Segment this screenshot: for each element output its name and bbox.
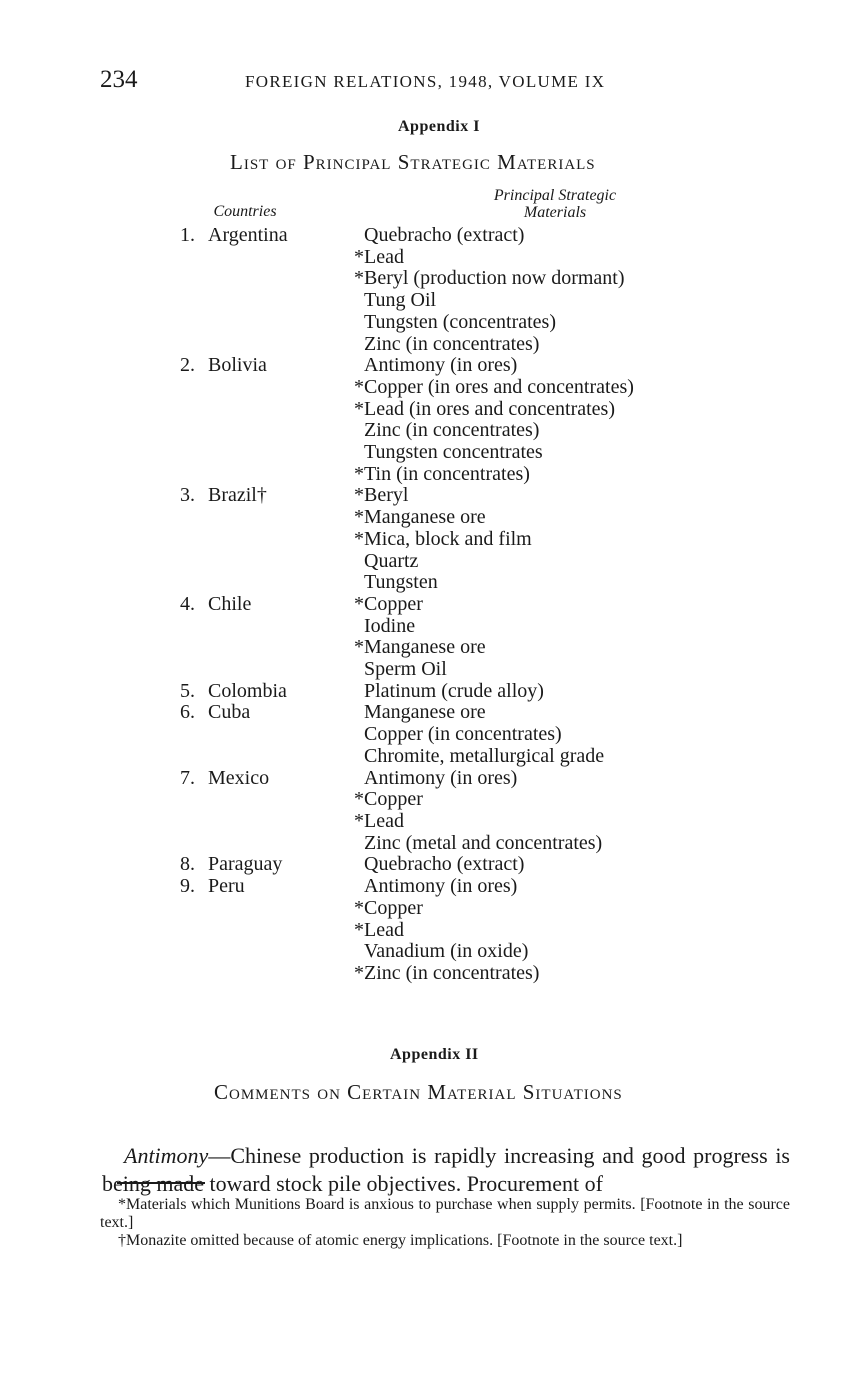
material-item: *Beryl (production now dormant) [354,267,625,290]
country-label: Chile [208,592,252,615]
country-label: Argentina [208,224,288,246]
materials-group [364,681,740,703]
antimony-text: —Chinese production is rapidly increasing and good progress is being made toward stock pile objectives. Procurement of [102,1143,790,1196]
footnote-asterisk: *Materials which Munitions Board is anxious to purchase when supply permits. [Footnote in the source text.] [100,1196,790,1231]
material-item: *Manganese ore [354,506,486,529]
country-label: Paraguay [208,853,283,876]
country-number: 8. [180,853,195,876]
country-entry [180,485,740,594]
country-number: 7. [180,766,195,789]
material-item: Zinc (metal and concentrates) [364,831,603,854]
material-item: *Tin (in concentrates) [354,462,530,485]
material-item: *Manganese ore [354,636,486,659]
appendix-1-label: Appendix I [398,118,480,135]
material-item: Zinc (in concentrates) [364,332,540,355]
country-number: 1. [180,224,195,246]
country-entry [180,355,740,485]
country-entry [180,594,740,681]
antimony-lead: Antimony [124,1143,209,1168]
material-item: *Copper [354,896,423,919]
material-item: Quebracho (extract) [364,224,525,246]
country-entry [180,768,740,855]
country-name [180,681,287,703]
country-label: Colombia [208,679,287,702]
asterisk-mark: * [354,245,364,268]
country-label: Cuba [208,701,251,724]
material-item: Antimony (in ores) [364,766,518,789]
country-name [180,876,245,898]
running-title: FOREIGN RELATIONS, 1948, VOLUME IX [245,72,606,91]
material-item: *Lead (in ores and concentrates) [354,397,615,420]
materials-group [354,875,740,985]
country-entry [180,702,740,767]
material-item: *Zinc (in concentrates) [354,961,540,984]
material-item: Antimony (in ores) [364,875,518,898]
footnote-dagger: †Monazite omitted because of atomic energy implications. [Footnote in the source text.] [118,1232,683,1249]
country-name [180,594,251,616]
material-item: Sperm Oil [364,658,447,681]
asterisk-mark: * [354,484,364,507]
asterisk-mark: * [354,918,364,941]
country-entry [180,854,740,876]
asterisk-mark: * [354,527,364,550]
footnotes [100,1196,790,1250]
column-header-countries: Countries [213,203,277,220]
materials-group [354,224,740,355]
appendix-2-label: Appendix II [390,1046,479,1063]
country-number: 9. [180,875,195,898]
materials-group [354,766,740,855]
material-item: Copper (in concentrates) [364,723,562,746]
country-name [180,485,267,507]
material-item: *Lead [354,245,404,268]
country-number: 5. [180,679,195,702]
country-label: Peru [208,875,245,898]
material-item: Tung Oil [364,289,437,312]
asterisk-mark: * [354,961,364,984]
materials-group [354,592,740,681]
country-name [180,768,269,790]
appendix-1-title: List of Principal Strategic Materials [230,150,596,174]
material-item: Quartz [364,549,419,572]
country-name [180,355,267,377]
materials-group [354,354,740,485]
material-item: *Lead [354,809,404,832]
country-entry [180,681,740,703]
asterisk-mark: * [354,462,364,485]
material-item: Tungsten [364,571,438,594]
material-item: *Lead [354,918,404,941]
material-item: Zinc (in concentrates) [364,419,540,442]
column-header-materials: Principal Strategic Materials [493,187,617,221]
country-label: Brazil† [208,484,267,507]
asterisk-mark: * [354,397,364,420]
materials-group [364,702,740,767]
country-name [180,225,288,247]
material-item: *Copper [354,788,423,811]
asterisk-mark: * [354,809,364,832]
country-number: 3. [180,484,195,507]
asterisk-mark: * [354,506,364,529]
country-number: 2. [180,354,195,377]
strategic-materials-list [180,225,740,985]
material-item: Tungsten concentrates [364,441,543,464]
materials-group [364,854,740,876]
asterisk-mark: * [354,375,364,398]
material-item: Manganese ore [364,701,486,724]
materials-group [354,484,740,594]
material-item: *Mica, block and film [354,527,532,550]
country-entry [180,876,740,985]
country-label: Bolivia [208,354,267,377]
material-item: Chromite, metallurgical grade [364,744,605,767]
asterisk-mark: * [354,788,364,811]
country-name [180,854,282,876]
asterisk-mark: * [354,592,364,615]
material-item: *Beryl [354,484,409,507]
country-number: 4. [180,592,195,615]
material-item: Vanadium (in oxide) [364,940,529,963]
material-item: Platinum (crude alloy) [364,679,544,702]
footnote-rule [117,1182,205,1184]
asterisk-mark: * [354,896,364,919]
country-entry [180,225,740,355]
antimony-paragraph [102,1142,790,1198]
material-item: Tungsten (concentrates) [364,310,556,333]
material-item: Quebracho (extract) [364,853,525,876]
asterisk-mark: * [354,267,364,290]
page-number: 234 [100,66,138,93]
material-item: *Copper (in ores and concentrates) [354,375,634,398]
material-item: Antimony (in ores) [364,354,518,377]
country-number: 6. [180,701,195,724]
material-item: *Copper [354,592,423,615]
asterisk-mark: * [354,636,364,659]
country-name [180,702,250,724]
material-item: Iodine [364,614,416,637]
appendix-2-title: Comments on Certain Material Situations [214,1080,623,1104]
country-label: Mexico [208,766,270,789]
